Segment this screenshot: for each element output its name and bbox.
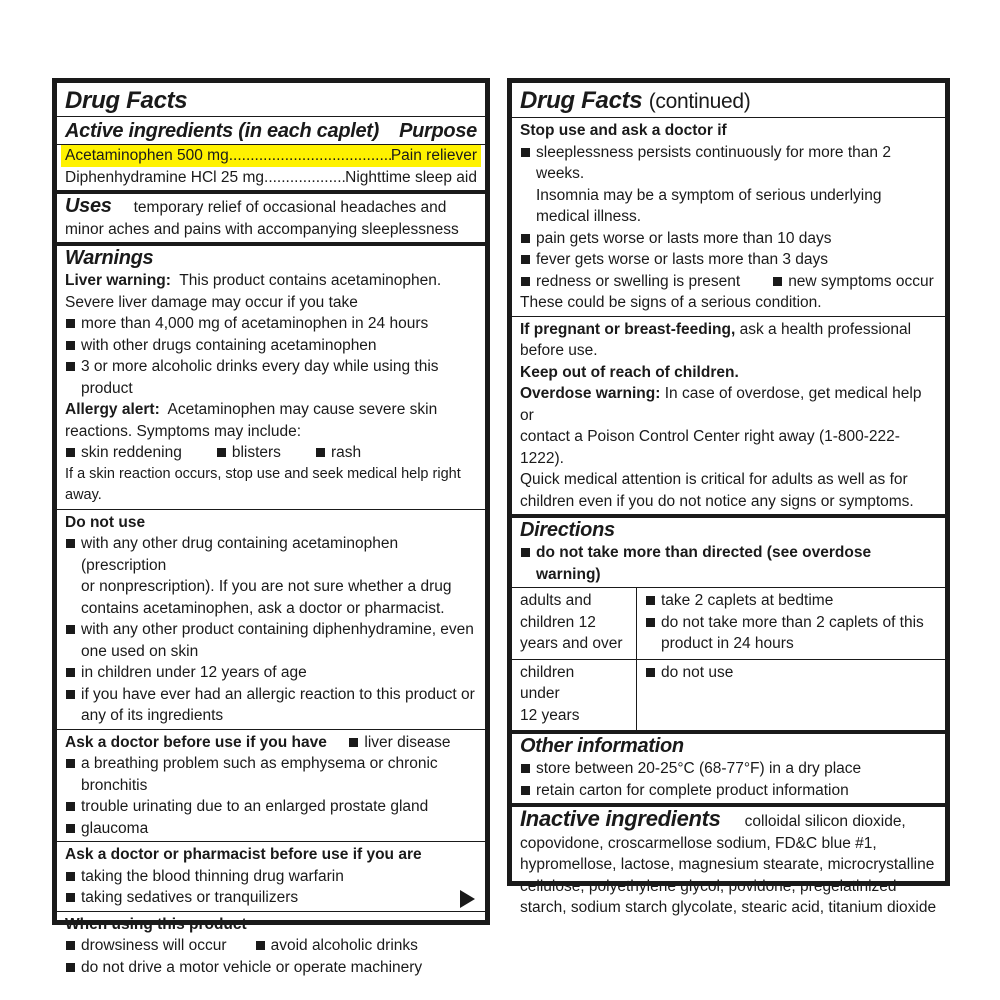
symptom-item: skin reddening bbox=[65, 442, 182, 464]
warnings-section bbox=[65, 246, 477, 507]
divider bbox=[57, 841, 485, 842]
when-using-title: When using this product bbox=[65, 915, 247, 933]
symptom-item: blisters bbox=[216, 442, 281, 464]
divider bbox=[57, 116, 485, 117]
stop-use-bullet bbox=[520, 142, 937, 228]
uses-text: temporary relief of occasional headaches and bbox=[133, 199, 447, 216]
do-not-use-title: Do not use bbox=[65, 513, 146, 531]
pregnancy-label: If pregnant or breast-feeding, bbox=[520, 320, 736, 338]
dosage-cell bbox=[637, 588, 945, 659]
directions-section bbox=[520, 518, 937, 730]
divider bbox=[57, 729, 485, 730]
allergy-alert-text: Acetaminophen may cause severe skin bbox=[167, 401, 438, 418]
ingredient-name: Acetaminophen 500 mg bbox=[65, 147, 229, 164]
do-not-use-bullet bbox=[65, 662, 477, 684]
keep-out-text: Keep out of reach of children. bbox=[520, 363, 739, 381]
stop-use-section bbox=[520, 120, 937, 314]
when-using-bullet: do not drive a motor vehicle or operate machinery bbox=[65, 957, 477, 979]
active-ingredients-title: Active ingredients (in each caplet) bbox=[65, 120, 380, 142]
bullet-line: any of its ingredients bbox=[81, 707, 224, 724]
age-group-cell bbox=[512, 660, 637, 731]
pregnancy-text: ask a health professional bbox=[739, 320, 912, 338]
overdose-label: Overdose warning: bbox=[520, 385, 661, 402]
liver-warning-label: Liver warning: bbox=[65, 272, 171, 289]
other-information-bullet: store between 20-25°C (68-77°F) in a dry place bbox=[520, 758, 937, 780]
dosage-bullet: do not use bbox=[645, 662, 937, 684]
inactive-ingredients-title: Inactive ingredients bbox=[520, 806, 721, 831]
bullet-line: in children under 12 years of age bbox=[81, 664, 307, 681]
ask-pharmacist-section bbox=[65, 844, 477, 909]
ask-doctor-bullet: glaucoma bbox=[65, 818, 477, 840]
ask-doctor-inline-item: liver disease bbox=[348, 732, 450, 754]
stop-use-item: redness or swelling is present bbox=[520, 271, 740, 293]
bullet-line: if you have ever had an allergic reaction to this product or bbox=[81, 685, 475, 703]
ask-doctor-title: Ask a doctor before use if you have bbox=[65, 733, 327, 751]
stop-use-item: new symptoms occur bbox=[772, 271, 934, 293]
inactive-ingredients-text: starch, sodium starch glycolate, stearic acid, titanium dioxide bbox=[520, 899, 937, 916]
ask-pharmacist-bullet: taking the blood thinning drug warfarin bbox=[65, 866, 477, 888]
bullet-line: contains acetaminophen, ask a doctor or pharmacist. bbox=[81, 599, 445, 617]
allergy-symptoms bbox=[65, 442, 477, 464]
bullet-line: one used on skin bbox=[81, 642, 199, 660]
panel-title-suffix: (continued) bbox=[648, 90, 751, 113]
dot-leader bbox=[229, 145, 391, 167]
divider bbox=[512, 117, 945, 118]
drug-facts-panel-right bbox=[507, 78, 950, 916]
directions-table bbox=[512, 588, 945, 730]
ingredient-purpose: Nighttime sleep aid bbox=[345, 168, 477, 186]
allergy-alert-text: reactions. Symptoms may include: bbox=[65, 422, 302, 440]
directions-note: do not take more than directed (see overdose warning) bbox=[520, 542, 937, 585]
do-not-use-bullet bbox=[65, 533, 477, 619]
divider bbox=[512, 316, 945, 317]
divider bbox=[57, 911, 485, 912]
liver-bullet: 3 or more alcoholic drinks every day while using this product bbox=[65, 356, 477, 399]
ask-doctor-section bbox=[65, 732, 477, 840]
other-information-section bbox=[520, 734, 937, 801]
purpose-title: Purpose bbox=[399, 120, 477, 142]
bullet-line: or nonprescription). If you are not sure whether a drug bbox=[81, 578, 452, 595]
overdose-text: Quick medical attention is critical for adults as well as for bbox=[520, 471, 908, 488]
panel-title-text: Drug Facts bbox=[520, 87, 643, 114]
allergy-alert-label: Allergy alert: bbox=[65, 401, 160, 418]
other-information-bullet: retain carton for complete product information bbox=[520, 780, 937, 802]
symptom-item: rash bbox=[315, 442, 361, 464]
age-line: under bbox=[520, 685, 560, 702]
uses-section bbox=[65, 194, 477, 240]
bullet-line: product in 24 hours bbox=[661, 635, 794, 652]
age-line: children 12 bbox=[520, 613, 596, 631]
dosage-cell bbox=[637, 660, 945, 731]
bullet-line: with any other drug containing acetaminophen (prescription bbox=[81, 535, 399, 574]
active-ingredients-header bbox=[65, 119, 477, 143]
inactive-ingredients-text: copovidone, croscarmellose sodium, FD&C blue #1, bbox=[520, 834, 877, 852]
age-line: 12 years bbox=[520, 706, 580, 724]
directions-title: Directions bbox=[520, 519, 615, 541]
pregnancy-text: before use. bbox=[520, 342, 598, 359]
stop-use-title: Stop use and ask a doctor if bbox=[520, 122, 727, 139]
age-line: years and over bbox=[520, 635, 623, 652]
uses-title: Uses bbox=[65, 195, 112, 217]
ask-pharmacist-bullet: taking sedatives or tranquilizers bbox=[65, 887, 477, 909]
ingredient-purpose: Pain reliever bbox=[390, 147, 477, 164]
dosage-bullet bbox=[645, 612, 937, 655]
other-information-title: Other information bbox=[520, 735, 684, 757]
age-group-cell bbox=[512, 588, 637, 659]
inactive-ingredients-text: cellulose, polyethylene glycol, povidone, pregelatinized bbox=[520, 877, 897, 895]
when-using-item: drowsiness will occur bbox=[65, 935, 227, 957]
ask-doctor-bullet: a breathing problem such as emphysema or chronic bronchitis bbox=[65, 753, 477, 796]
divider bbox=[57, 509, 485, 510]
age-line: adults and bbox=[520, 592, 592, 609]
warnings-title: Warnings bbox=[65, 247, 154, 269]
when-using-inline bbox=[65, 935, 477, 957]
bullet-line: with any other product containing diphenhydramine, even bbox=[81, 621, 474, 638]
stop-use-bullet: fever gets worse or lasts more than 3 days bbox=[520, 249, 937, 271]
inactive-ingredients-section bbox=[520, 807, 937, 919]
ingredient-row-acetaminophen bbox=[61, 145, 481, 167]
overdose-text: In case of overdose, get medical help or bbox=[520, 385, 922, 424]
panel-title: Drug Facts bbox=[65, 87, 188, 114]
uses-text: minor aches and pains with accompanying sleeplessness bbox=[65, 220, 459, 238]
liver-bullet: more than 4,000 mg of acetaminophen in 24 hours bbox=[65, 313, 477, 335]
bullet-line: Insomnia may be a symptom of serious underlying bbox=[536, 186, 882, 204]
do-not-use-bullet bbox=[65, 619, 477, 662]
inactive-ingredients-text: hypromellose, lactose, magnesium stearate, microcrystalline bbox=[520, 856, 935, 873]
age-line: children bbox=[520, 663, 575, 681]
do-not-use-section bbox=[65, 512, 477, 727]
allergy-after-text: If a skin reaction occurs, stop use and seek medical help right away. bbox=[65, 465, 461, 503]
overdose-text: children even if you do not notice any signs or symptoms. bbox=[520, 492, 914, 510]
when-using-item: avoid alcoholic drinks bbox=[255, 935, 418, 957]
ingredient-row-diphenhydramine bbox=[65, 167, 477, 189]
ingredient-name: Diphenhydramine HCl 25 mg bbox=[65, 168, 265, 186]
when-using-section bbox=[65, 914, 477, 979]
overdose-text: contact a Poison Control Center right away (1-800-222-1222). bbox=[520, 428, 900, 467]
stop-use-bullet: pain gets worse or lasts more than 10 days bbox=[520, 228, 937, 250]
panel-title bbox=[520, 86, 937, 117]
liver-bullet: with other drugs containing acetaminophen bbox=[65, 335, 477, 357]
play-arrow-icon bbox=[460, 890, 475, 908]
bullet-line: do not take more than 2 caplets of this bbox=[661, 613, 924, 631]
liver-warning-text: This product contains acetaminophen. bbox=[179, 272, 442, 289]
do-not-use-bullet bbox=[65, 684, 477, 727]
dosage-bullet: take 2 caplets at bedtime bbox=[645, 590, 937, 612]
stop-use-inline bbox=[520, 271, 937, 293]
dot-leader bbox=[264, 167, 345, 189]
drug-facts-panel-left bbox=[52, 78, 490, 976]
pregnancy-section bbox=[520, 319, 937, 513]
inactive-ingredients-text: colloidal silicon dioxide, bbox=[744, 813, 906, 830]
bullet-line: medical illness. bbox=[536, 208, 642, 225]
ask-pharmacist-title: Ask a doctor or pharmacist before use if you are bbox=[65, 846, 422, 863]
ask-doctor-bullet: trouble urinating due to an enlarged prostate gland bbox=[65, 796, 477, 818]
liver-warning-text: Severe liver damage may occur if you take bbox=[65, 293, 358, 311]
bullet-line: sleeplessness persists continuously for more than 2 weeks. bbox=[536, 143, 891, 182]
stop-use-after: These could be signs of a serious condition. bbox=[520, 294, 822, 311]
